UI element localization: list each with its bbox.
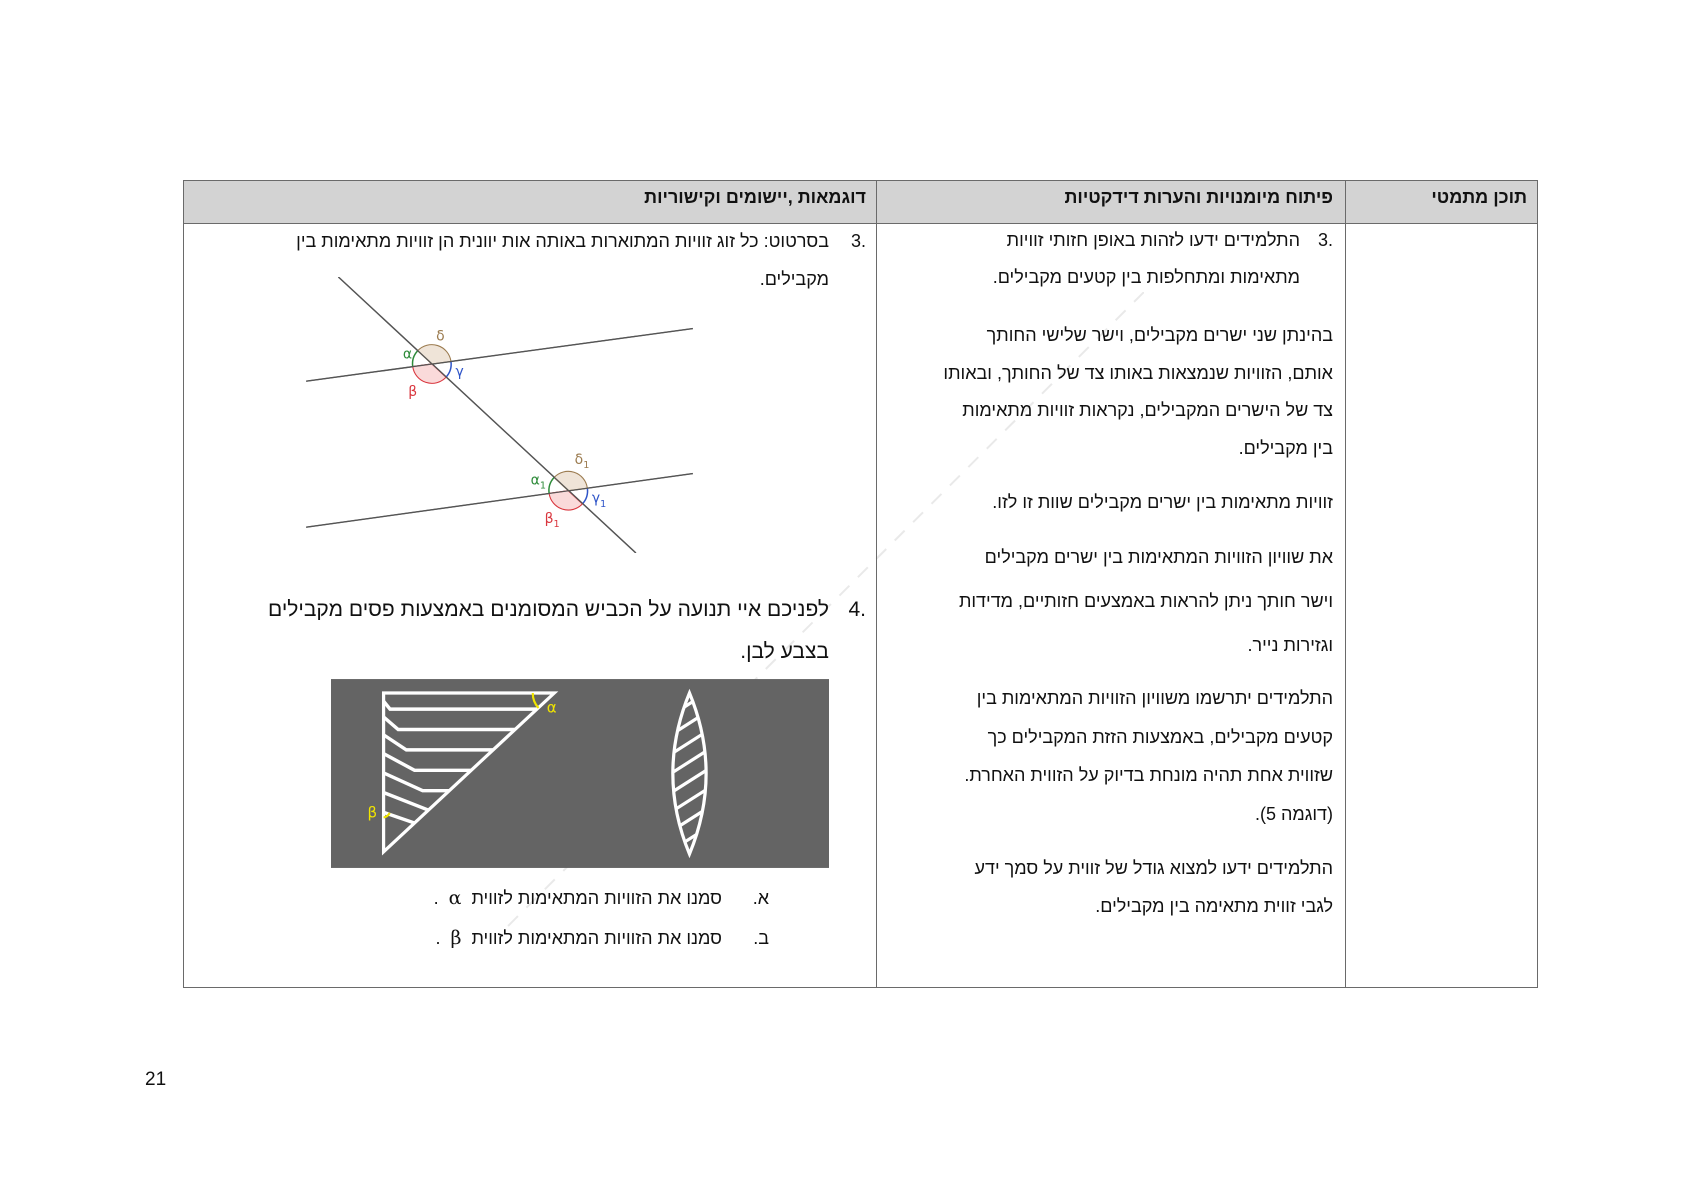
label-delta1: $\delta_1$ xyxy=(574,451,590,472)
label-alpha: α xyxy=(402,346,413,363)
page-number: 21 xyxy=(145,1069,167,1090)
angle-beta-arc xyxy=(413,364,446,383)
label-beta: β xyxy=(408,384,418,401)
text-line: התלמידים יתרשמו משוויון הזוויות המתאימות בין xyxy=(976,688,1333,708)
text-line: זוויות מתאימות בין ישרים מקבילים שוות זו לזו. xyxy=(992,492,1333,512)
task-text: סמנו את הזוויות המתאימות לזווית xyxy=(471,888,722,908)
angle-beta1-arc xyxy=(549,491,582,510)
column-divider xyxy=(1345,180,1346,988)
angle-alpha-arc xyxy=(413,351,418,367)
skills-paragraph-equality xyxy=(878,483,1333,521)
text-line: לגבי זווית מתאימה בין מקבילים. xyxy=(1095,896,1333,916)
text-line: התלמידים ידעו לזהות באופן חזותי זוויות xyxy=(1006,230,1300,250)
text-line: בצבע לבן. xyxy=(740,640,829,663)
corresponding-angles-diagram xyxy=(306,277,693,553)
text-line: התלמידים ידעו למצוא גודל של זווית על סמך ידע xyxy=(974,858,1333,878)
example-item-number: 3. xyxy=(850,231,866,251)
angle-alpha1-arc xyxy=(549,478,554,494)
road-label-alpha: α xyxy=(546,698,557,717)
angle-gamma1-arc xyxy=(582,488,587,504)
text-line: שזווית אחת תהיה מונחת בדיוק על הזווית האחרת. xyxy=(964,765,1333,786)
text-line: בסרטוט: כל זוג זוויות המתוארות באותה אות יוונית הן זוויות מתאימות בין xyxy=(296,231,829,251)
text-line: צד של הישרים המקבילים, נקראות זוויות מתאימות xyxy=(962,400,1333,421)
header-examples: דוגמאות ,יישומים וקישוריות xyxy=(644,187,866,207)
text-line: מקבילים. xyxy=(759,269,829,289)
skills-item-3 xyxy=(880,222,1300,296)
example-item-number: 4. xyxy=(848,598,866,621)
example-item-4 xyxy=(189,589,829,673)
label-gamma: γ xyxy=(455,363,464,380)
column-divider xyxy=(876,180,877,988)
text-line: וישר חותך ניתן להראות באמצעים חזותיים, מדידות xyxy=(958,591,1333,611)
skills-paragraph-demonstration xyxy=(878,535,1333,667)
label-delta: δ xyxy=(436,328,445,345)
header-math-content: תוכן מתמטי xyxy=(1431,187,1527,207)
road-surface xyxy=(331,679,829,868)
skills-paragraph-definition xyxy=(878,317,1333,467)
angle-gamma-arc xyxy=(446,361,451,377)
task-marker: א. xyxy=(752,888,769,908)
traffic-island-image xyxy=(331,679,829,868)
text-line: (דוגמה 5). xyxy=(1254,803,1333,824)
header-skills: פיתוח מיומנויות והערות דידקטיות xyxy=(1064,187,1333,207)
text-line: את שוויון הזוויות המתאימות בין ישרים מקבילים xyxy=(984,547,1333,567)
text-line: קטעים מקבילים, באמצעות הזזת המקבילים כך xyxy=(987,726,1333,747)
task-end: . xyxy=(433,888,439,908)
angle-delta-arc xyxy=(418,345,451,364)
text-line: בהינתן שני ישרים מקבילים, וישר שלישי החותך xyxy=(986,325,1333,345)
task-mark-alpha xyxy=(434,886,722,910)
task-mark-beta xyxy=(435,926,722,950)
text-line: לפניכם איי תנועה על הכביש המסומנים באמצעות פסים מקבילים xyxy=(268,598,829,621)
task-symbol: α xyxy=(448,887,462,909)
task-marker: ב. xyxy=(753,928,769,948)
label-gamma1: $\gamma_1$ xyxy=(591,490,607,510)
skills-item-number: 3. xyxy=(1317,230,1333,250)
text-line: מתאימות ומתחלפות בין קטעים מקבילים. xyxy=(992,267,1300,287)
road-label-beta: β xyxy=(367,803,378,822)
label-beta1: $\beta_1$ xyxy=(544,510,560,531)
task-text: סמנו את הזוויות המתאימות לזווית xyxy=(471,928,722,948)
text-line: בין מקבילים. xyxy=(1238,437,1333,458)
text-line: אותם, הזוויות שנמצאות באותו צד של החותך, ובאותו xyxy=(943,362,1333,383)
task-end: . xyxy=(435,928,441,948)
task-symbol: β xyxy=(450,927,462,949)
text-line: וגזירות נייר. xyxy=(1247,635,1333,655)
label-alpha1: $\alpha_1$ xyxy=(530,472,547,492)
skills-paragraph-find-angle xyxy=(878,849,1333,925)
skills-paragraph-translation xyxy=(878,679,1333,833)
